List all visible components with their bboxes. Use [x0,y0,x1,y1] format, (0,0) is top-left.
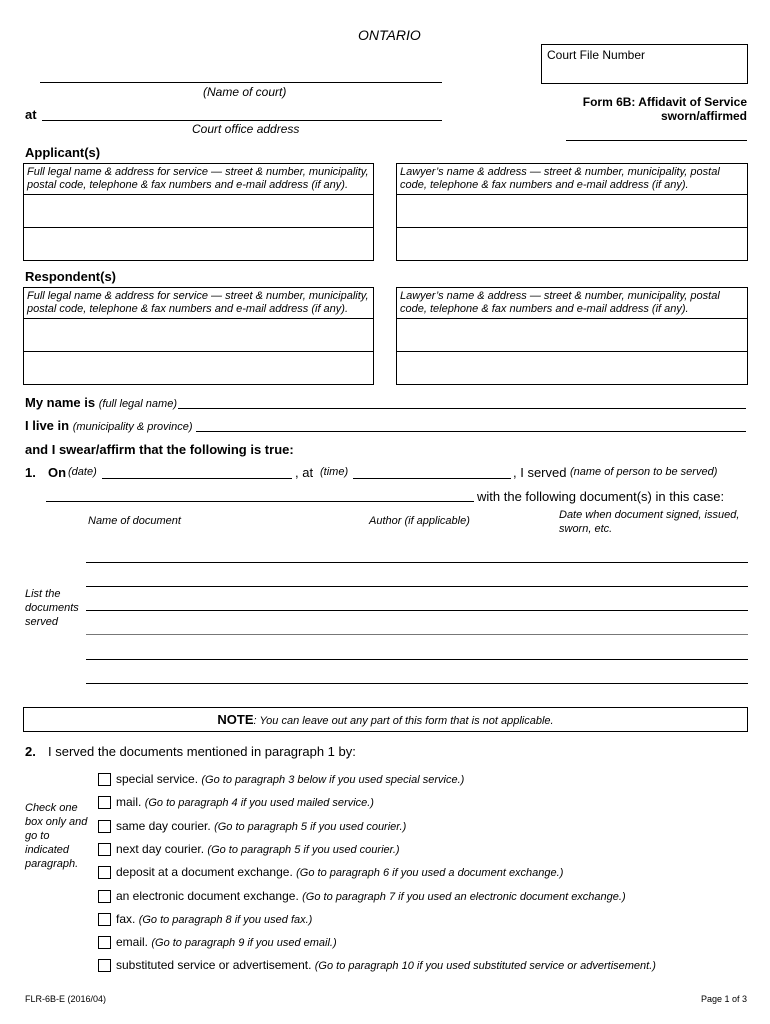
service-option-checkbox[interactable] [98,773,111,786]
service-option-hint: (Go to paragraph 9 if you used email.) [151,937,337,949]
respondent-lawyer-header [396,287,748,319]
service-option-hint: (Go to paragraph 5 if you used courier.) [207,844,400,856]
document-line-1[interactable] [86,562,748,563]
court-file-number-label: Court File Number [547,48,646,62]
applicant-lawyer-header [396,163,748,195]
swear-statement: and I swear/affirm that the following is true: [25,442,294,457]
note-label: NOTE [217,712,254,727]
para1-time-field[interactable] [353,478,511,479]
para1-time-hint: (time) [320,466,349,478]
service-option-hint: (Go to paragraph 5 if you used courier.) [214,821,407,833]
my-name-row [25,395,177,410]
service-option-checkbox[interactable] [98,796,111,809]
note-text: : You can leave out any part of this form that is not applicable. [253,715,554,727]
service-option-label: mail. [116,795,142,809]
service-option-label: next day courier. [116,842,205,856]
service-option-row [116,865,563,879]
para2-intro: I served the documents mentioned in paragraph 1 by: [48,744,356,759]
applicant-party-header [23,163,374,195]
para1-person-hint: (name of person to be served) [570,466,718,478]
document-line-5[interactable] [86,659,748,660]
document-line-6[interactable] [86,683,748,684]
applicant-lawyer-row-1[interactable] [396,194,748,228]
service-option-label: same day courier. [116,819,211,833]
service-option-checkbox[interactable] [98,936,111,949]
service-option-label: an electronic document exchange. [116,889,299,903]
para2-number: 2. [25,744,36,759]
note-box [23,707,748,732]
service-option-row [116,935,337,949]
applicants-title: Applicant(s) [25,145,101,160]
para1-served: , I served [513,465,567,480]
page-number: Page 1 of 3 [700,994,747,1004]
document-line-3[interactable] [86,610,748,611]
my-name-field[interactable] [178,408,746,409]
service-option-hint: (Go to paragraph 10 if you used substituted service or advertisement.) [314,960,656,972]
para1-at: , at [295,465,314,480]
service-option-row [116,842,400,856]
service-option-hint: (Go to paragraph 3 below if you used special service.) [201,774,465,786]
i-live-row [25,418,193,433]
at-label: at [25,107,37,122]
service-option-row [116,889,626,903]
service-option-label: fax. [116,912,136,926]
service-option-row [116,958,656,972]
court-office-address-field[interactable] [42,120,442,121]
applicant-party-header-text: Full legal name & address for service — street & number, municipality, postal code, telephone & fax numbers and e-mail address (if any). [27,166,369,191]
applicant-party-row-2[interactable] [23,227,374,261]
name-of-court-label: (Name of court) [203,85,287,99]
service-option-hint: (Go to paragraph 6 if you used a document exchange.) [296,867,564,879]
para1-on: On [48,465,67,480]
respondents-title: Respondent(s) [25,269,116,284]
service-option-checkbox[interactable] [98,866,111,879]
col-author: Author (if applicable) [369,515,470,527]
province-title: ONTARIO [358,27,421,43]
form-subtitle-line [566,140,747,141]
para1-date-field[interactable] [102,478,292,479]
service-option-hint: (Go to paragraph 4 if you used mailed service.) [144,797,374,809]
service-option-checkbox[interactable] [98,890,111,903]
para1-date-hint: (date) [68,466,97,478]
i-live-field[interactable] [196,431,746,432]
document-line-2[interactable] [86,586,748,587]
service-option-label: deposit at a document exchange. [116,865,293,879]
i-live-hint: (municipality & province) [72,421,193,433]
respondent-party-header [23,287,374,319]
service-option-checkbox[interactable] [98,959,111,972]
service-option-label: email. [116,935,149,949]
court-file-number-box[interactable] [541,44,748,84]
service-option-label: special service. [116,772,199,786]
i-live-label: I live in [25,418,70,433]
document-line-4[interactable] [86,634,748,635]
my-name-hint: (full legal name) [98,398,177,410]
para1-number: 1. [25,465,36,480]
service-option-checkbox[interactable] [98,843,111,856]
service-option-checkbox[interactable] [98,820,111,833]
my-name-label: My name is [25,395,96,410]
court-office-address-label: Court office address [192,122,300,136]
respondent-lawyer-header-text: Lawyer’s name & address — street & number, municipality, postal code, telephone & fax numbers and e-mail address (if any). [400,290,720,315]
col-name-of-document: Name of document [88,515,181,527]
service-option-row [116,912,312,926]
service-option-checkbox[interactable] [98,913,111,926]
para2-side-label: Check one box only and go to indicated paragraph. [25,802,88,870]
respondent-lawyer-row-2[interactable] [396,351,748,385]
note-text-row [24,712,747,727]
respondent-party-row-1[interactable] [23,318,374,352]
service-option-row [116,795,374,809]
respondent-lawyer-row-1[interactable] [396,318,748,352]
para1-person-field[interactable] [46,501,474,502]
col-date-signed: Date when document signed, issued, sworn, etc. [559,509,740,535]
para1-with-docs: with the following document(s) in this case: [477,489,725,504]
form-title: Form 6B: Affidavit of Service [582,95,747,109]
respondent-party-row-2[interactable] [23,351,374,385]
service-option-row [116,819,406,833]
list-documents-label: List the documents served [25,588,79,628]
respondent-party-header-text: Full legal name & address for service — street & number, municipality, postal code, telephone & fax numbers and e-mail address (if any). [27,290,369,315]
form-subtitle: sworn/affirmed [660,109,747,123]
name-of-court-field[interactable] [40,82,442,83]
service-option-label: substituted service or advertisement. [116,958,312,972]
applicant-lawyer-header-text: Lawyer’s name & address — street & number, municipality, postal code, telephone & fax numbers and e-mail address (if any). [400,166,720,191]
form-code: FLR-6B-E (2016/04) [25,994,107,1004]
service-option-hint: (Go to paragraph 8 if you used fax.) [138,914,313,926]
service-option-hint: (Go to paragraph 7 if you used an electronic document exchange.) [302,891,626,903]
service-option-row [116,772,464,786]
applicant-party-row-1[interactable] [23,194,374,228]
applicant-lawyer-row-2[interactable] [396,227,748,261]
